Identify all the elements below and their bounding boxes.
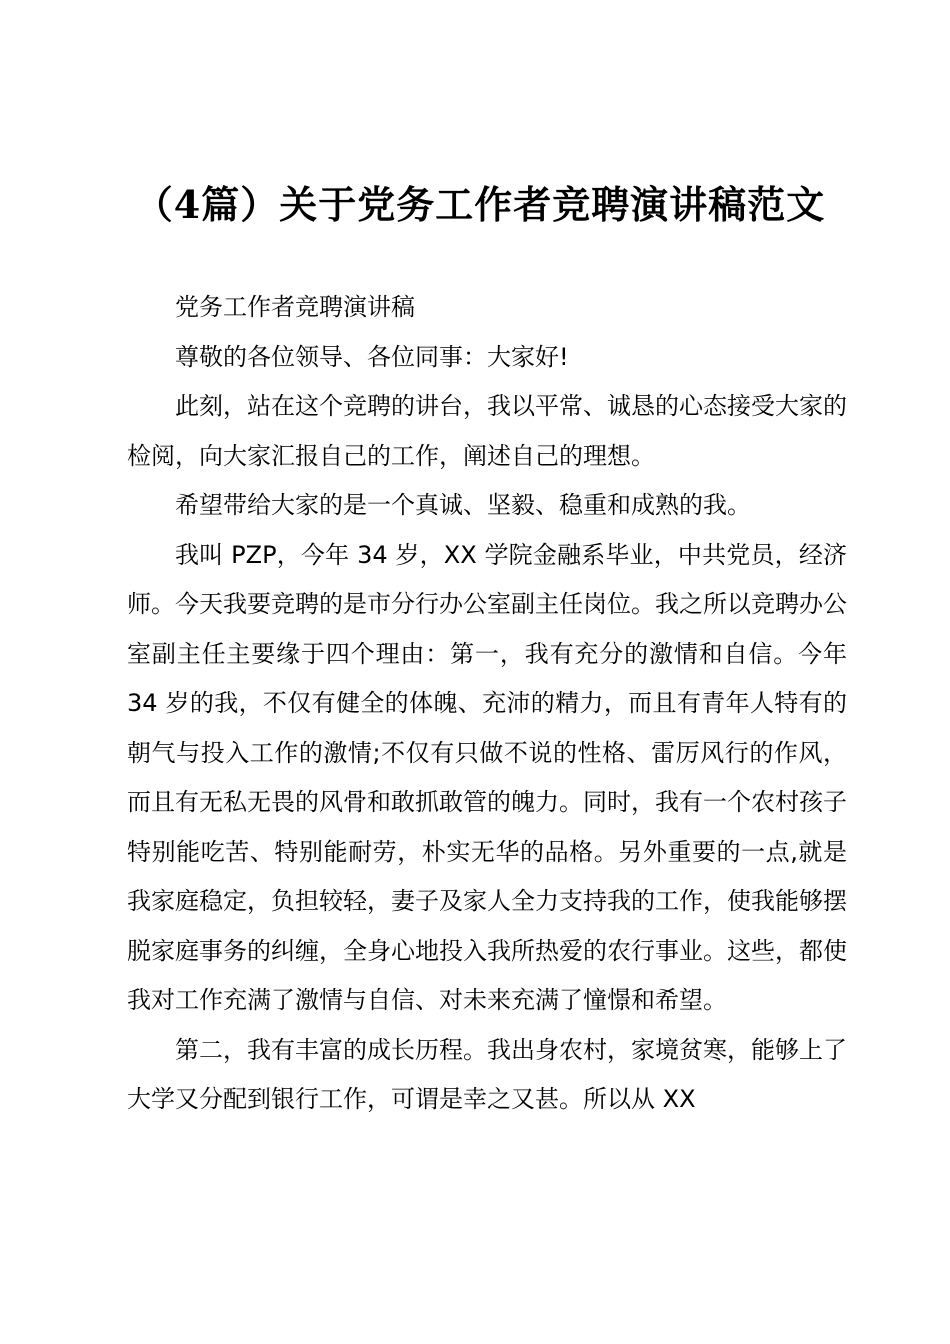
opening-paragraph: 此刻，站在这个竞聘的讲台，我以平常、诚恳的心态接受大家的检阅，向大家汇报自己的工作，阐述自己的理想。 <box>127 392 847 470</box>
speech-heading: 党务工作者竞聘演讲稿 <box>175 293 415 321</box>
introduction-paragraph: 我叫 PZP，今年 34 岁，XX 学院金融系毕业，中共党员，经济师。今天我要竞聘的是市分行办公室副主任岗位。我之所以竞聘办公室副主任主要缘于四个理由：第一，我有充分的激情和自信。今年 34 岁的我，不仅有健全的体魄、充沛的精力，而且有青年人特有的朝气与投入工作的激情;不仅有只做不说的性格、雷厉风行的作风，而且有无私无畏的风骨和敢抓敢管的魄力。同时，我有一个农村孩子特别能吃苦、特别能耐劳，朴实无华的品格。另外重要的一点,就是我家庭稳定，负担较轻，妻子及家人全力支持我的工作，使我能够摆脱家庭事务的纠缠，全身心地投入我所热爱的农行事业。这些，都使我对工作充满了激情与自信、对未来充满了憧憬和希望。 <box>127 540 847 1014</box>
document-body <box>127 283 847 1125</box>
document-title: （4篇）关于党务工作者竞聘演讲稿范文 <box>134 182 826 227</box>
second-reason-paragraph: 第二，我有丰富的成长历程。我出身农村，家境贫寒，能够上了大学又分配到银行工作，可谓是幸之又甚。所以从 XX <box>127 1035 847 1113</box>
greeting-paragraph: 尊敬的各位领导、各位同事：大家好! <box>175 342 569 371</box>
wish-paragraph: 希望带给大家的是一个真诚、坚毅、稳重和成熟的我。 <box>175 491 751 519</box>
